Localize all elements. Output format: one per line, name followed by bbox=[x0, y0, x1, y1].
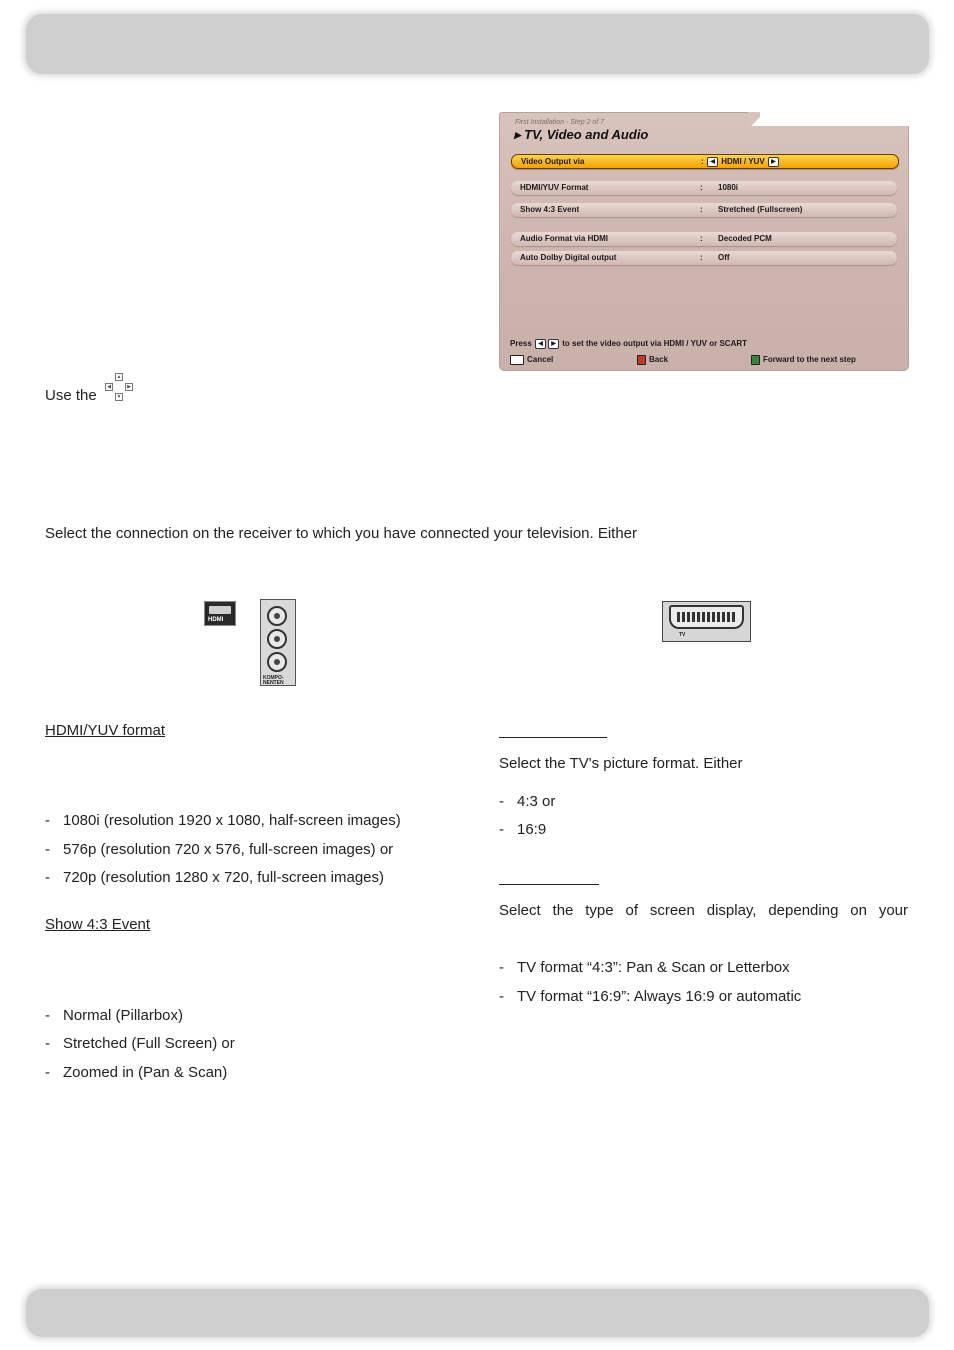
header-band bbox=[26, 14, 929, 74]
item-text: TV format “16:9”: Always 16:9 or automatic bbox=[517, 988, 802, 1005]
item-text: TV format “4:3”: Pan & Scan or Letterbox bbox=[517, 959, 790, 976]
dash: - bbox=[45, 841, 50, 858]
screen-hint bbox=[510, 339, 747, 349]
dash: - bbox=[499, 988, 504, 1005]
menu-row-audio-format[interactable] bbox=[511, 232, 897, 246]
hint-prefix: Press bbox=[510, 339, 532, 349]
green-key-icon bbox=[751, 355, 760, 365]
list-item bbox=[499, 821, 546, 839]
screen-step: First Installation - Step 2 of 7 bbox=[515, 119, 605, 126]
row-colon: : bbox=[700, 253, 703, 262]
row-label: HDMI/YUV Format bbox=[520, 183, 589, 192]
red-key-icon bbox=[637, 355, 646, 365]
tv-format-text: Select the TV's picture format. Either bbox=[499, 755, 743, 772]
forward-label: Forward to the next step bbox=[763, 355, 856, 365]
select-connection-text: Select the connection on the receiver to which you have connected your television. Either bbox=[45, 525, 638, 542]
dpad-icon bbox=[105, 373, 133, 401]
row-label: Show 4:3 Event bbox=[520, 205, 580, 214]
heading-rule bbox=[499, 884, 599, 885]
dpad-up-icon: ▲ bbox=[116, 374, 122, 380]
item-text: 16:9 bbox=[517, 821, 547, 838]
item-text: 720p (resolution 1280 x 720, full-screen images) bbox=[63, 869, 385, 886]
row-value: Off bbox=[718, 253, 730, 262]
hdmi-yuv-heading: HDMI/YUV format bbox=[45, 722, 166, 739]
footer-forward[interactable] bbox=[751, 355, 856, 365]
list-item bbox=[45, 1035, 235, 1053]
list-item bbox=[45, 1064, 227, 1082]
list-item bbox=[45, 812, 401, 830]
dpad-down-icon: ▼ bbox=[116, 394, 122, 400]
item-text: Stretched (Full Screen) or bbox=[63, 1035, 235, 1052]
screen-title-text: TV, Video and Audio bbox=[524, 127, 649, 142]
row-colon: : bbox=[700, 205, 703, 214]
back-label: Back bbox=[649, 355, 669, 365]
menu-row-video-output[interactable] bbox=[511, 154, 899, 169]
dpad-left-icon: ◀ bbox=[105, 383, 113, 391]
screen-title: ▸ TV, Video and Audio bbox=[514, 127, 649, 142]
dash: - bbox=[45, 812, 50, 829]
list-item bbox=[45, 1007, 183, 1025]
row-value bbox=[706, 157, 780, 167]
item-text: Normal (Pillarbox) bbox=[63, 1007, 184, 1024]
row-value: 1080i bbox=[718, 183, 739, 192]
hint-suffix: to set the video output via HDMI / YUV or SCART bbox=[562, 339, 748, 349]
right-arrow-icon: ▶ bbox=[548, 339, 559, 349]
list-item bbox=[499, 959, 790, 977]
dash: - bbox=[45, 1064, 50, 1081]
menu-row-hdmi-format[interactable] bbox=[511, 181, 897, 195]
heading-rule bbox=[499, 737, 607, 738]
exit-key-icon bbox=[510, 355, 524, 365]
component-label-2: NENTEN bbox=[263, 680, 284, 686]
row-value: Decoded PCM bbox=[718, 234, 772, 243]
row-label: Video Output via bbox=[521, 157, 585, 166]
list-item bbox=[45, 869, 384, 887]
component-label-1: KOMPO- bbox=[263, 675, 284, 681]
dash: - bbox=[499, 793, 504, 810]
row-value-text: HDMI / YUV bbox=[721, 157, 765, 167]
hdmi-connector-icon bbox=[204, 601, 236, 626]
hdmi-label: HDMI bbox=[208, 617, 224, 623]
left-arrow-icon: ◀ bbox=[535, 339, 546, 349]
scart-connector-icon bbox=[662, 601, 751, 642]
screen-display-text: Select the type of screen display, depending on your bbox=[499, 902, 908, 919]
show43-heading: Show 4:3 Event bbox=[45, 916, 151, 933]
cancel-label: Cancel bbox=[527, 355, 554, 365]
component-label bbox=[263, 676, 284, 686]
footer-back[interactable] bbox=[637, 355, 668, 365]
dpad-right-icon: ▶ bbox=[125, 383, 133, 391]
dash: - bbox=[45, 1035, 50, 1052]
row-label: Audio Format via HDMI bbox=[520, 234, 609, 243]
row-value: Stretched (Fullscreen) bbox=[718, 205, 803, 214]
dash: - bbox=[499, 821, 504, 838]
row-colon: : bbox=[701, 157, 704, 166]
footer-band bbox=[26, 1289, 929, 1337]
row-colon: : bbox=[700, 234, 703, 243]
menu-row-show-43[interactable] bbox=[511, 203, 897, 217]
list-item bbox=[499, 988, 801, 1006]
screen-tab-cut bbox=[760, 112, 910, 126]
item-text: 576p (resolution 720 x 576, full-screen images) or bbox=[63, 841, 394, 858]
list-item bbox=[499, 793, 555, 811]
menu-row-dolby[interactable] bbox=[511, 251, 897, 265]
component-connector-icon bbox=[260, 599, 296, 686]
row-label: Auto Dolby Digital output bbox=[520, 253, 617, 262]
left-arrow-icon[interactable]: ◀ bbox=[707, 157, 718, 167]
row-colon: : bbox=[700, 183, 703, 192]
dash: - bbox=[45, 1007, 50, 1024]
dash: - bbox=[45, 869, 50, 886]
item-text: 1080i (resolution 1920 x 1080, half-screen images) bbox=[63, 812, 401, 829]
dash: - bbox=[499, 959, 504, 976]
scart-label: TV bbox=[679, 632, 686, 638]
item-text: 4:3 or bbox=[517, 793, 556, 810]
item-text: Zoomed in (Pan & Scan) bbox=[63, 1064, 228, 1081]
right-arrow-icon[interactable]: ▶ bbox=[768, 157, 779, 167]
footer-cancel[interactable] bbox=[510, 355, 553, 365]
list-item bbox=[45, 841, 393, 859]
use-the-text: Use the bbox=[45, 387, 97, 404]
